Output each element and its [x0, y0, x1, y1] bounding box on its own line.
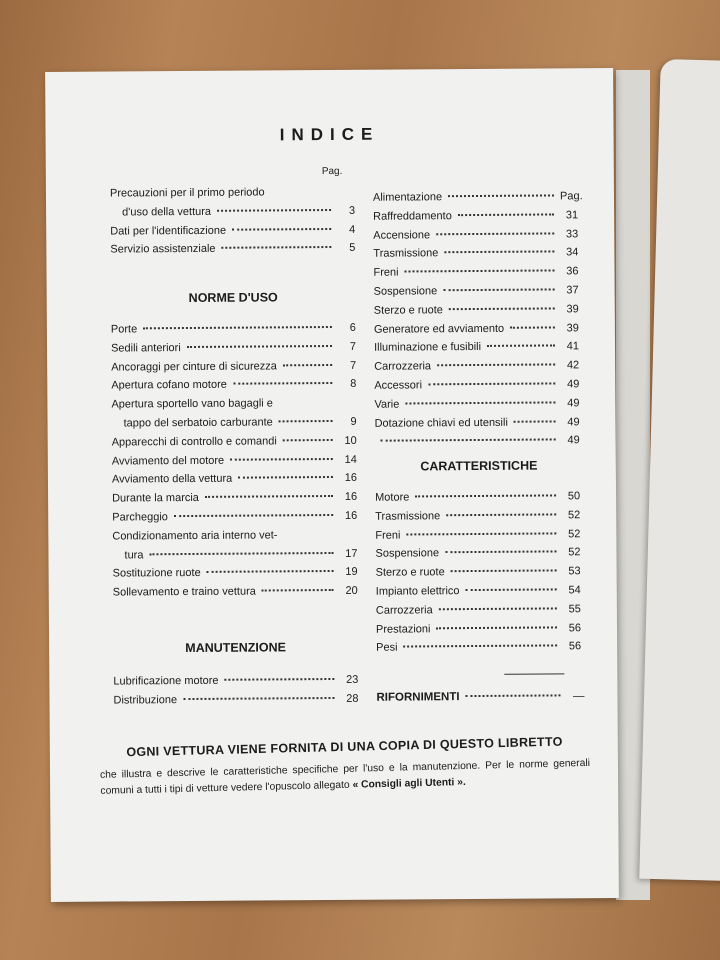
dot-leader [510, 326, 555, 328]
toc-entry[interactable] [374, 397, 579, 417]
dot-leader [404, 645, 558, 648]
dot-leader [283, 439, 333, 441]
dot-leader [487, 345, 555, 347]
toc-entry[interactable] [110, 205, 355, 226]
dot-leader [436, 626, 557, 629]
entry-label: Porte [110, 323, 138, 336]
dot-leader [207, 570, 334, 573]
booklet-name: « Consigli agli Utenti ». [352, 776, 466, 791]
entry-page: 49 [567, 434, 580, 447]
entry-page: Pag. [559, 190, 583, 203]
entry-label: RIFORNIMENTI [376, 691, 460, 704]
caratteristiche-list [375, 490, 581, 661]
entry-page: 7 [349, 359, 357, 372]
notice [99, 734, 590, 800]
entry-page: 39 [566, 321, 579, 334]
toc-entry[interactable] [373, 247, 578, 267]
entry-page: 49 [567, 378, 580, 391]
toc-entry[interactable] [112, 435, 357, 456]
entry-page: 19 [345, 566, 358, 579]
entry-label: Accessori [374, 379, 423, 392]
dot-leader [221, 246, 331, 249]
dot-leader [448, 194, 554, 197]
entry-page: 6 [349, 321, 356, 334]
dot-leader [445, 551, 556, 554]
dot-leader [446, 513, 556, 516]
entry-label-cont: tappo del serbatoio carburante [123, 416, 273, 430]
intro-list [110, 186, 356, 263]
entry-label: Impianto elettrico [375, 585, 460, 598]
toc-entry[interactable] [374, 341, 579, 361]
entry-label: Avviamento della vettura [111, 473, 233, 486]
entry-label: Trasmissione [375, 510, 441, 523]
toc-entry[interactable] [375, 435, 580, 455]
entry-label: Trasmissione [373, 247, 439, 261]
right-list [372, 190, 583, 455]
toc-entry[interactable] [111, 359, 356, 380]
dot-leader [405, 401, 555, 404]
toc-entry[interactable] [113, 674, 358, 695]
entry-label-cont: d'uso della vettura [122, 205, 212, 219]
entry-page: 9 [350, 415, 357, 428]
dot-leader [428, 382, 555, 385]
index-page [45, 68, 619, 902]
notice-heading: OGNI VETTURA VIENE FORNITA DI UNA COPIA DI QUESTO LIBRETTO [126, 734, 563, 760]
toc-entry[interactable] [110, 242, 355, 263]
toc-entry[interactable] [112, 453, 357, 474]
dot-leader [415, 494, 556, 497]
dot-leader [143, 326, 332, 329]
entry-label: Distribuzione [113, 693, 178, 707]
dot-leader [514, 420, 556, 422]
dot-leader [458, 213, 554, 216]
entry-label: Dotazione chiavi ed utensili [374, 416, 508, 430]
entry-label: Apparecchi di controllo e comandi [111, 435, 277, 449]
entry-page: 49 [567, 397, 580, 410]
section-title-caratteristiche: CARATTERISTICHE [420, 458, 538, 474]
dot-leader [262, 589, 334, 592]
entry-page: 23 [346, 673, 359, 686]
rifornimenti-entry[interactable] [376, 690, 584, 710]
manutenzione-list [113, 674, 358, 713]
entry-page: 37 [566, 284, 579, 297]
toc-entry[interactable] [112, 510, 357, 531]
section-title-norme: NORME D'USO [188, 290, 278, 305]
entry-label: Avviamento del motore [111, 454, 225, 468]
entry-page: 54 [568, 584, 581, 597]
notice-body [100, 756, 591, 800]
entry-page: 56 [568, 640, 582, 653]
dot-leader [437, 364, 555, 367]
dot-leader [436, 232, 554, 235]
toc-entry[interactable] [376, 622, 581, 642]
entry-label: Alimentazione [372, 191, 443, 204]
entry-page: 28 [346, 692, 359, 705]
next-page [639, 59, 720, 881]
entry-page: 7 [349, 340, 357, 353]
entry-label: Servizio assistenziale [110, 243, 216, 256]
entry-label: Carrozzeria [375, 604, 433, 617]
entry-page: 50 [567, 490, 581, 503]
dot-leader [238, 476, 333, 479]
dot-leader [279, 420, 333, 422]
toc-entry[interactable] [375, 416, 580, 436]
notice-text: che illustra e descrive le caratteristiche specifiche per l'uso e la manutenzione. Per le norme generali comuni a tutti i tipi di vetture vedere l'opuscolo allegato [99, 757, 591, 797]
entry-label: Durante la marcia [112, 492, 199, 505]
dot-leader [465, 588, 556, 591]
toc-entry[interactable] [375, 509, 580, 529]
toc-entry[interactable] [111, 341, 356, 362]
entry-page: 42 [566, 359, 580, 372]
entry-page: 33 [565, 227, 579, 240]
entry-page: 4 [349, 223, 356, 236]
toc-entry[interactable] [376, 565, 581, 585]
entry-page: 5 [349, 242, 356, 255]
entry-label: Pesi [376, 641, 398, 655]
entry-label: Dati per l'identificazione [110, 224, 227, 238]
entry-page: 17 [345, 547, 358, 560]
dot-leader [232, 228, 331, 231]
entry-page: 52 [568, 527, 581, 540]
entry-page: 41 [566, 340, 580, 353]
entry-label: Prestazioni [375, 622, 431, 636]
entry-label: Raffreddamento [373, 209, 452, 223]
toc-entry[interactable] [374, 378, 579, 398]
entry-page: 16 [344, 509, 358, 522]
dot-leader [381, 439, 556, 442]
entry-label: Accensione [373, 228, 431, 242]
entry-label: Sostituzione ruote [112, 567, 201, 580]
dot-leader [439, 607, 557, 610]
dot-leader [406, 532, 556, 535]
toc-entry[interactable] [112, 416, 357, 437]
toc-entry[interactable] [375, 490, 580, 510]
entry-label: Illuminazione e fusibili [374, 341, 482, 355]
entry-label: Apertura cofano motore [111, 379, 227, 392]
toc-entry[interactable] [112, 491, 357, 512]
dot-leader [466, 694, 561, 697]
section-title-manutenzione: MANUTENZIONE [185, 640, 287, 656]
toc-entry[interactable] [375, 528, 580, 548]
toc-entry[interactable] [376, 584, 581, 604]
entry-label: Sterzo e ruote [373, 304, 443, 317]
entry-label: Varie [374, 398, 400, 411]
toc-entry[interactable] [111, 378, 356, 399]
toc-entry[interactable] [112, 547, 357, 568]
entry-label: Apertura sportello vano bagagli e [111, 397, 273, 411]
entry-page: 49 [567, 415, 580, 428]
dot-leader [225, 678, 335, 681]
dot-leader [449, 307, 555, 310]
entry-line [110, 186, 355, 207]
entry-label: Lubrificazione motore [113, 674, 219, 688]
entry-label: Generatore ed avviamento [373, 322, 505, 336]
entry-page: 10 [344, 434, 357, 447]
entry-page: 53 [568, 565, 581, 578]
toc-entry[interactable] [113, 585, 358, 606]
toc-entry[interactable] [373, 265, 578, 285]
toc-entry[interactable] [111, 322, 356, 343]
entry-page: 16 [344, 472, 357, 485]
entry-label-cont: tura [124, 548, 144, 562]
entry-line [111, 397, 356, 418]
entry-label: Sospensione [375, 547, 440, 561]
dot-leader [443, 288, 554, 291]
entry-page: 56 [568, 621, 582, 634]
entry-page: 52 [568, 546, 581, 559]
norme-list [111, 322, 358, 606]
toc-entry[interactable] [113, 693, 358, 714]
toc-entry[interactable] [113, 566, 358, 587]
entry-page: 31 [565, 209, 579, 222]
toc-entry[interactable] [373, 209, 578, 229]
dot-leader [444, 251, 554, 254]
entry-page: 39 [566, 303, 579, 316]
pag-label: Pag. [321, 165, 343, 178]
dot-leader [230, 458, 333, 461]
dot-leader [451, 570, 557, 573]
entry-page: 34 [566, 246, 579, 259]
dot-leader [205, 495, 333, 498]
entry-label: Precauzioni per il primo periodo [109, 186, 265, 200]
entry-label: Sollevamento e traino vettura [112, 585, 256, 599]
toc-entry[interactable] [373, 228, 578, 248]
dot-leader [283, 364, 332, 366]
toc-entry[interactable] [374, 322, 579, 342]
entry-label: Carrozzeria [374, 360, 432, 373]
entry-page: — [572, 690, 585, 703]
entry-label: Freni [375, 529, 401, 542]
dot-leader [174, 514, 333, 517]
toc-entry[interactable] [376, 641, 581, 661]
entry-label: Sedili anteriori [110, 341, 181, 355]
entry-label: Motore [375, 491, 410, 504]
dot-leader [217, 209, 331, 212]
toc-entry[interactable] [374, 303, 579, 323]
entry-page: 3 [348, 204, 356, 217]
entry-page: 52 [567, 509, 581, 522]
entry-label: Freni [373, 266, 399, 279]
page-title: INDICE [279, 124, 380, 145]
toc-entry[interactable] [374, 359, 579, 379]
entry-page: 55 [568, 603, 581, 616]
entry-label: Condizionamento aria interno vet- [112, 529, 278, 543]
entry-page: 20 [345, 584, 358, 598]
entry-label: Sterzo e ruote [375, 566, 445, 579]
toc-entry[interactable] [372, 190, 583, 210]
dot-leader [233, 382, 332, 385]
entry-line [112, 529, 357, 550]
dot-leader [183, 697, 334, 700]
entry-page: 14 [344, 453, 357, 466]
toc-entry[interactable] [374, 284, 579, 304]
dot-leader [187, 345, 332, 348]
toc-entry[interactable] [112, 472, 357, 493]
dot-leader [149, 552, 333, 555]
entry-page: 16 [344, 490, 358, 504]
entry-page: 8 [350, 378, 357, 391]
entry-page: 36 [566, 265, 579, 278]
divider [504, 673, 564, 674]
entry-label: Sospensione [373, 285, 438, 298]
entry-label: Ancoraggi per cinture di sicurezza [111, 359, 277, 374]
dot-leader [405, 270, 555, 273]
toc-entry[interactable] [376, 603, 581, 623]
toc-entry[interactable] [375, 547, 580, 567]
toc-entry[interactable] [110, 223, 355, 244]
entry-label: Parcheggio [112, 511, 168, 524]
